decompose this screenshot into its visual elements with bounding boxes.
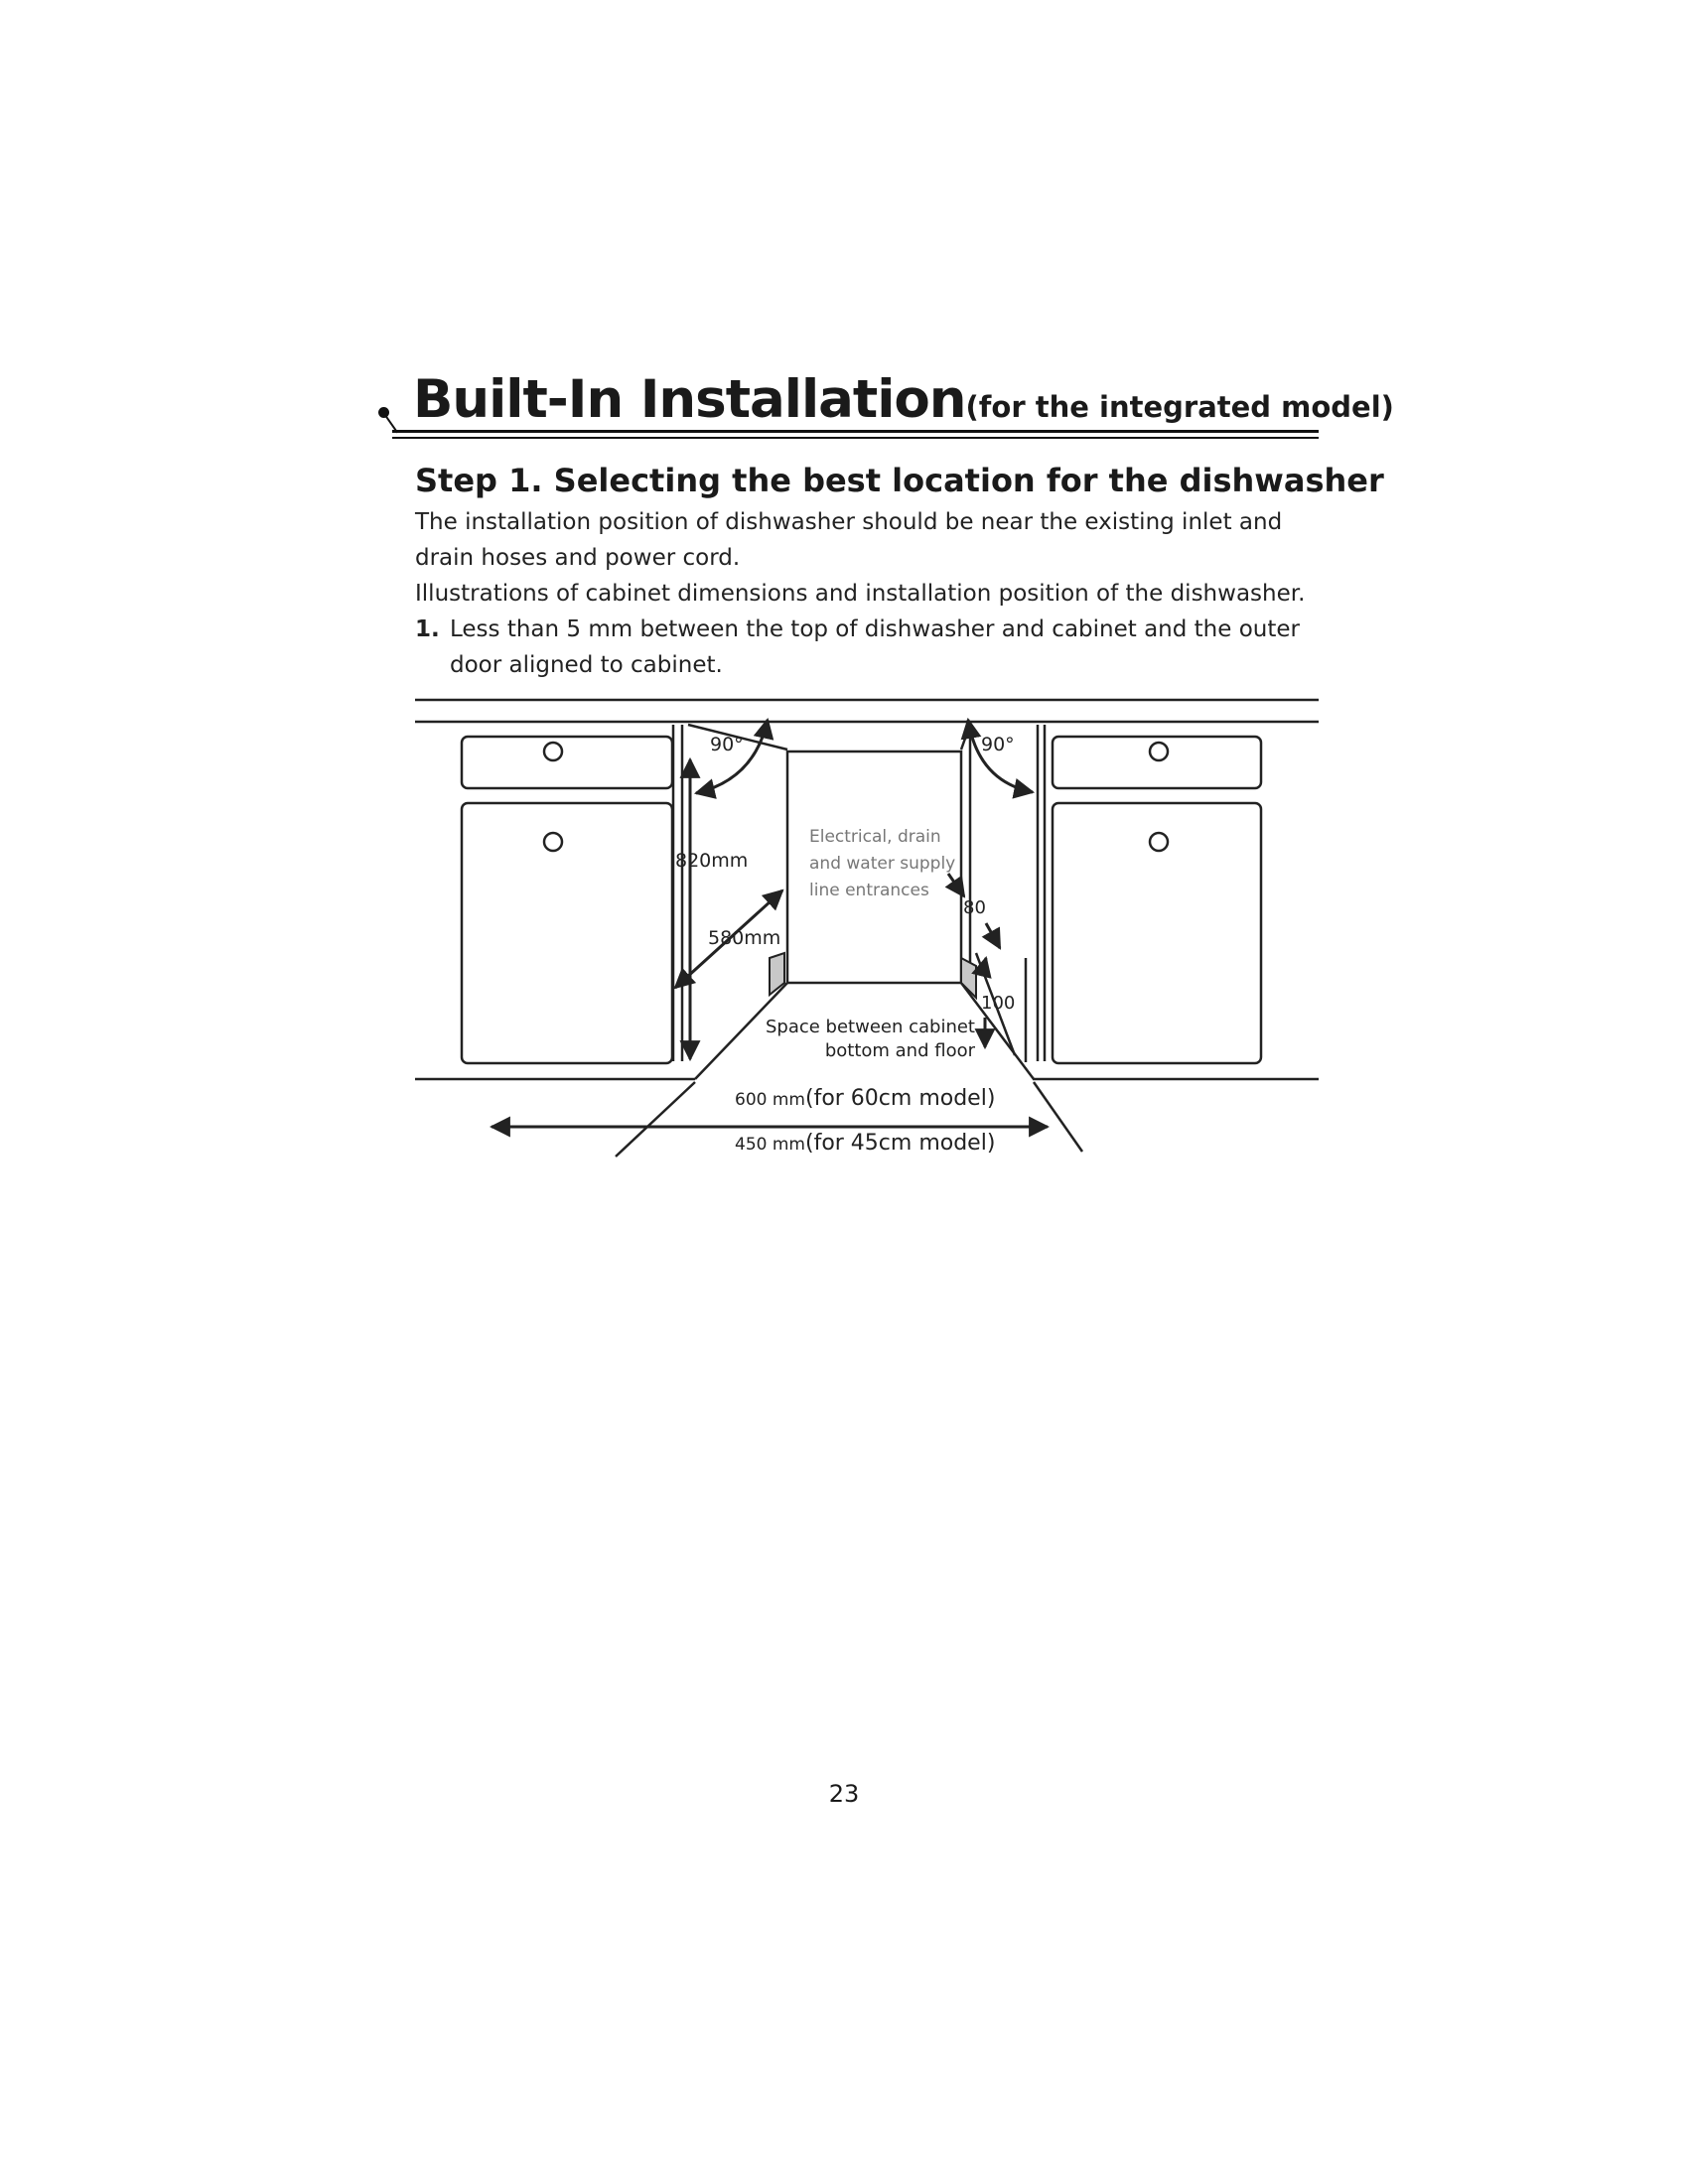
width-60-note: (for 60cm model)	[804, 1086, 996, 1111]
width-45-label	[735, 1131, 995, 1156]
dim-80-arrow	[986, 923, 1000, 948]
width-60-label	[735, 1086, 995, 1111]
right-angle-arc	[968, 720, 1033, 792]
illustration-paragraph: Illustrations of cabinet dimensions and installation position of the dishwasher.	[415, 581, 1306, 607]
entrances-label-line1: Electrical, drain	[809, 827, 941, 847]
page-number: 23	[828, 1780, 860, 1808]
dim-80-label: 80	[963, 897, 986, 918]
left-drawer-knob	[544, 743, 562, 760]
space-label-line2: bottom and floor	[824, 1040, 975, 1061]
section-title	[413, 369, 1394, 430]
title-subtitle: (for the integrated model)	[965, 390, 1394, 424]
width-extension-left	[616, 1082, 695, 1157]
right-door-knob	[1150, 833, 1168, 851]
list-item-number: 1.	[415, 616, 440, 642]
dim-100-arrow-up	[982, 958, 986, 974]
entrances-label-line3: line entrances	[809, 881, 929, 900]
dim-100-label: 100	[981, 993, 1016, 1014]
angle-left-label: 90°	[710, 734, 744, 755]
left-drawer	[462, 737, 672, 788]
list-item-text: Less than 5 mm between the top of dishwasher and cabinet and the outer door aligned to cabinet.	[450, 616, 1300, 678]
entrances-label-line2: and water supply	[809, 854, 956, 874]
list-item	[415, 612, 1309, 678]
title-rule-thick	[392, 430, 1319, 433]
width-45-note: (for 45cm model)	[804, 1131, 996, 1156]
angle-right-label: 90°	[981, 734, 1015, 755]
right-drawer	[1053, 737, 1261, 788]
left-angle-arc	[696, 720, 768, 793]
width-60-value: 600 mm	[735, 1090, 805, 1110]
right-door	[1053, 803, 1261, 1063]
width-45-value: 450 mm	[735, 1135, 805, 1155]
intro-paragraph: The installation position of dishwasher should be near the existing inlet and drain hoses and power cord.	[415, 509, 1283, 571]
left-door	[462, 803, 672, 1063]
right-drawer-knob	[1150, 743, 1168, 760]
left-door-knob	[544, 833, 562, 851]
height-label: 820mm	[675, 850, 749, 872]
width-extension-right	[1034, 1082, 1082, 1152]
cabinet-diagram	[397, 690, 1350, 1166]
title-rule-thin	[392, 437, 1319, 439]
title-main: Built-In Installation	[413, 369, 966, 430]
depth-label: 580mm	[708, 927, 781, 949]
space-label-line1: Space between cabinet	[765, 1017, 975, 1037]
step-heading: Step 1. Selecting the best location for the dishwasher	[415, 462, 1384, 499]
